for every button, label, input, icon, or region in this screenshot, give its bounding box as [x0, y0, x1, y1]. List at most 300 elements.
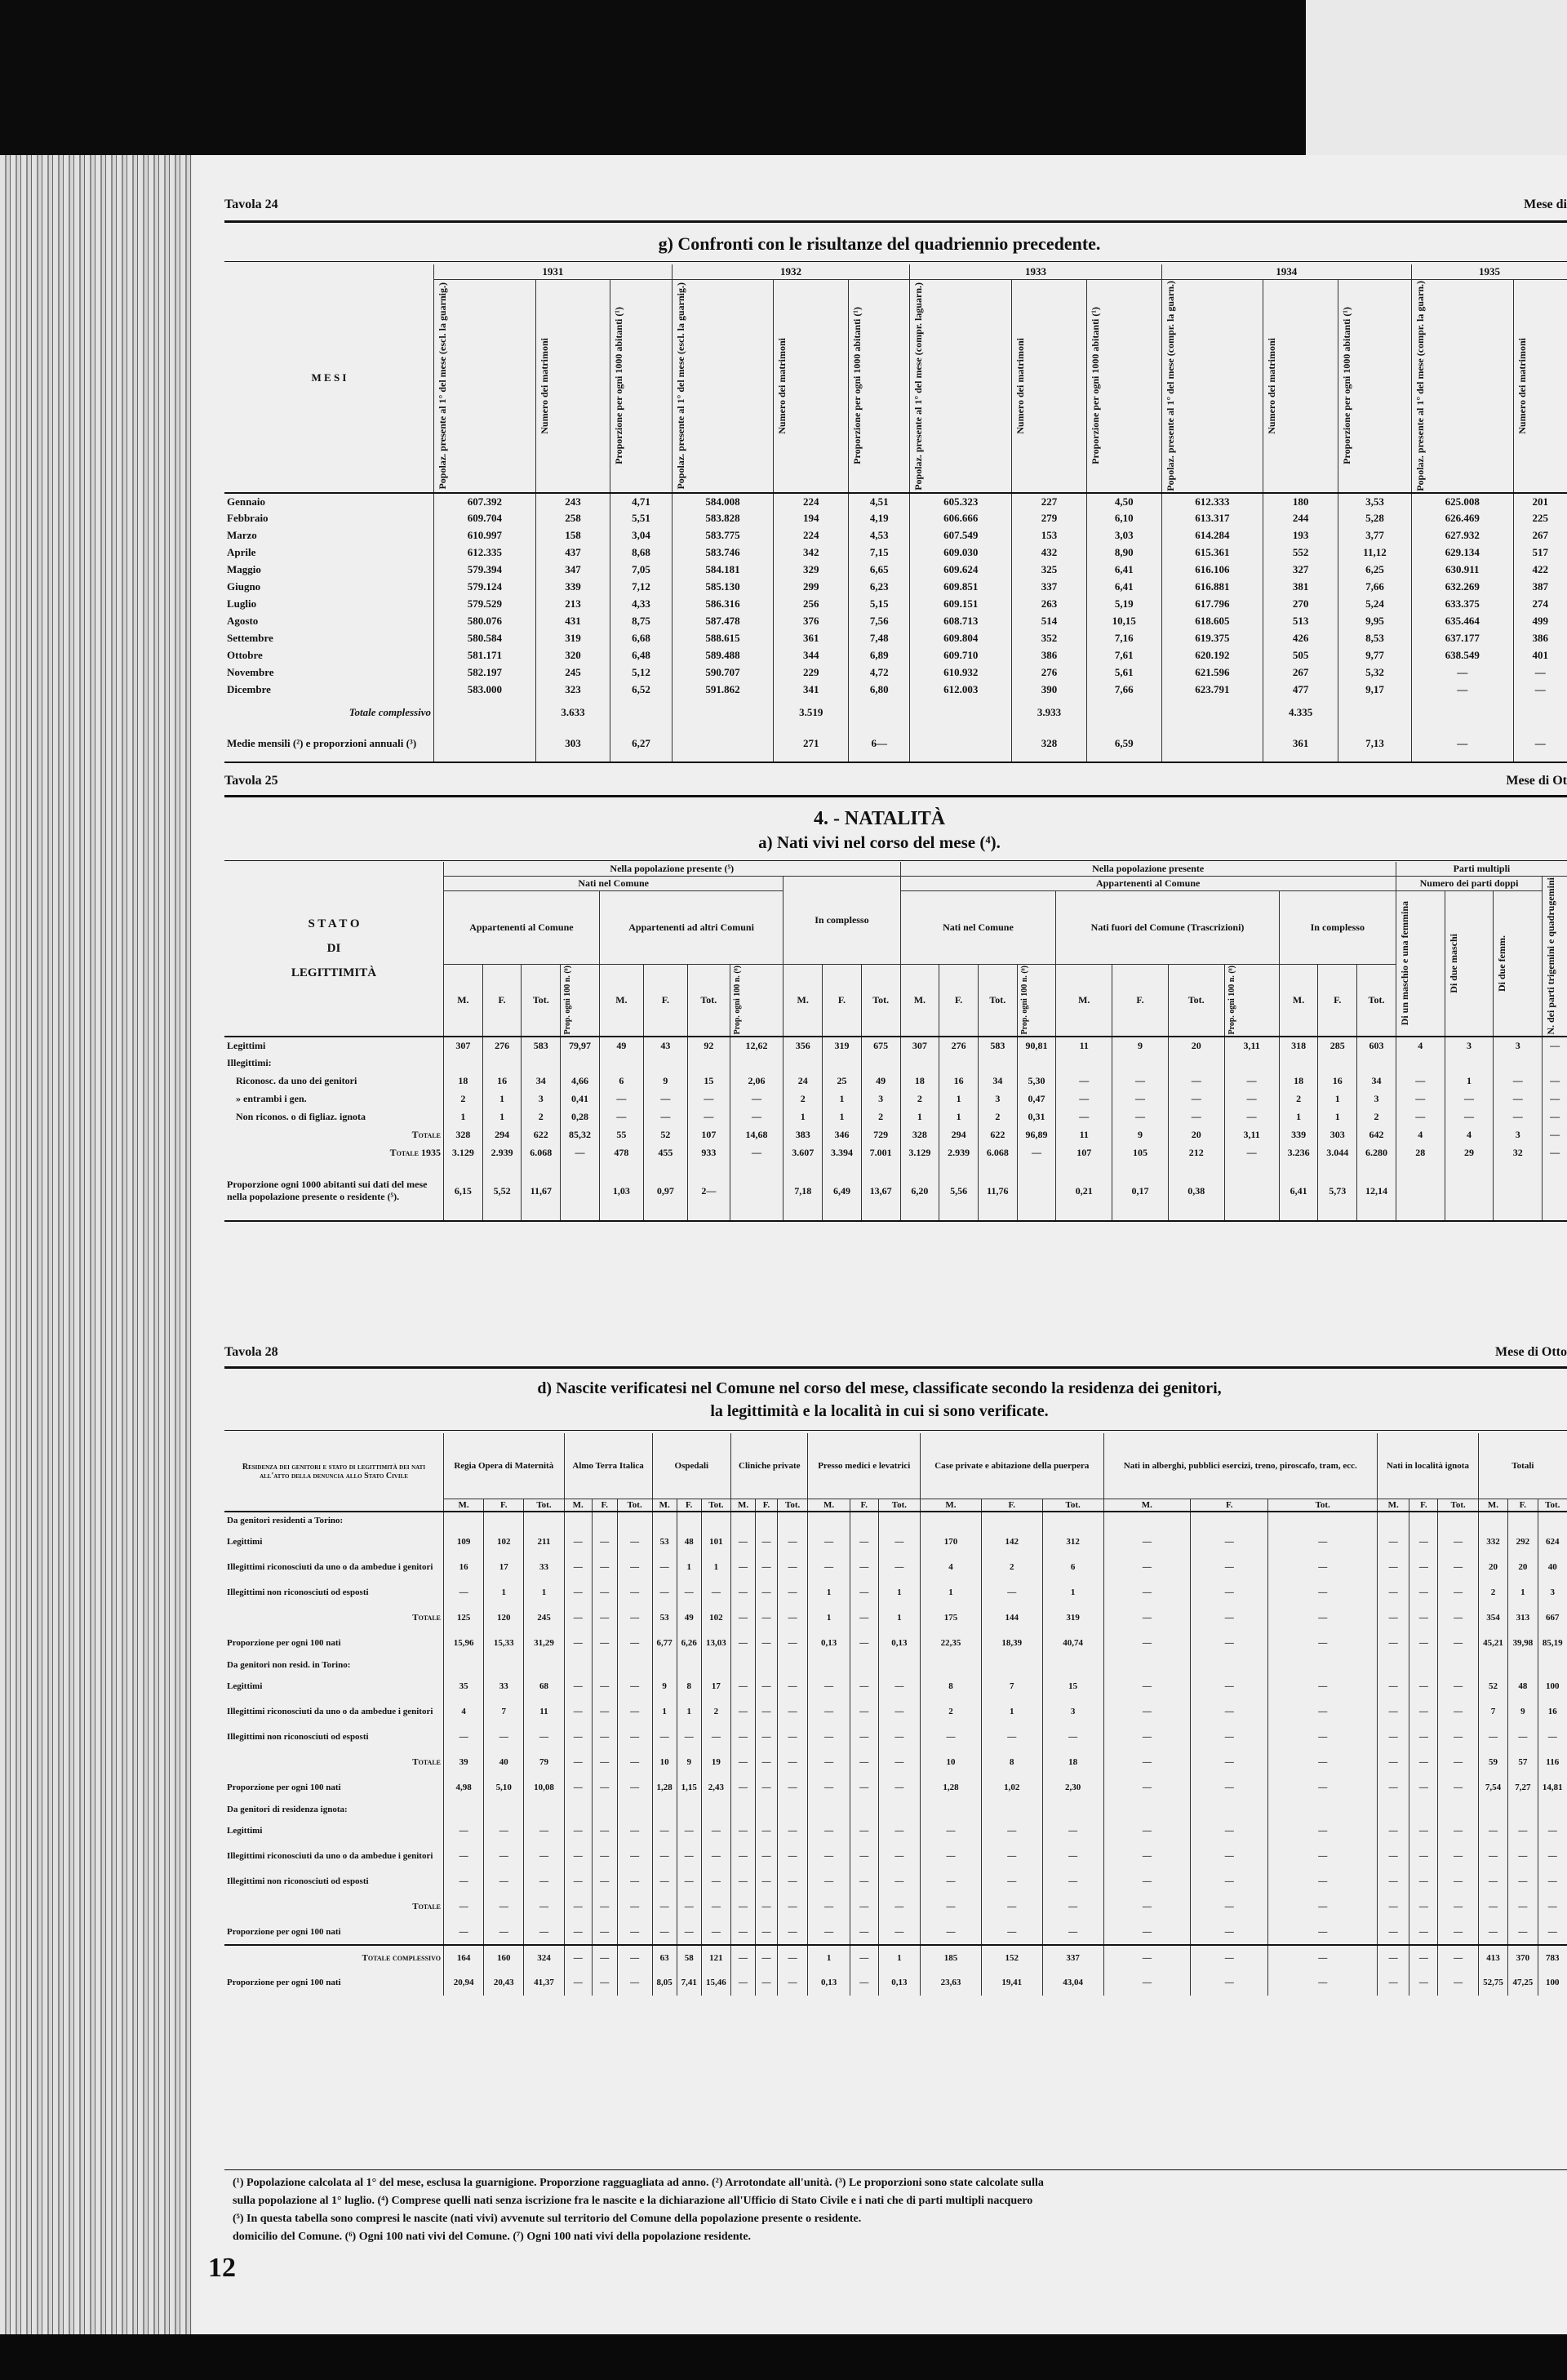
table-cell: 4,53 [849, 527, 910, 544]
table-cell: — [1538, 1725, 1567, 1750]
table-cell: 361 [774, 630, 849, 647]
table-cell: — [850, 1530, 878, 1555]
table-cell: — [808, 1844, 850, 1869]
table-cell: 6,80 [849, 682, 910, 699]
table-cell: — [592, 1920, 617, 1945]
table-cell: 48 [677, 1530, 701, 1555]
table-cell: 6,68 [610, 630, 672, 647]
table-cell: 5,28 [1338, 510, 1411, 527]
table-cell: 20 [1168, 1126, 1224, 1144]
table-cell: — [1103, 1945, 1191, 1970]
tav24-col-mat1934: Numero dei matrimoni [1266, 338, 1278, 434]
table-cell: — [592, 1750, 617, 1775]
table-cell: — [1191, 1605, 1268, 1631]
table-cell: — [808, 1750, 850, 1775]
table-cell: 29 [1445, 1144, 1494, 1162]
table-cell: — [1538, 1894, 1567, 1920]
tav28-rule-2 [224, 1430, 1567, 1431]
table-cell: — [677, 1818, 701, 1844]
table-cell: 245 [535, 664, 610, 682]
table-cell: 622 [522, 1126, 561, 1144]
table-cell: — [1378, 1555, 1409, 1580]
table-cell: 583.775 [672, 527, 774, 544]
table-cell: 422 [1513, 562, 1567, 579]
table-cell: 11,67 [522, 1162, 561, 1221]
table-cell: 2— [687, 1162, 730, 1221]
table-cell: — [981, 1844, 1042, 1869]
table-cell [592, 1801, 617, 1818]
table-cell: — [599, 1090, 643, 1108]
table-cell: 90,81 [1017, 1037, 1056, 1055]
table-cell [910, 699, 1012, 726]
table-cell: 431 [535, 613, 610, 630]
row-label: Illegittimi non riconosciuti od esposti [227, 1587, 369, 1597]
table-cell: — [777, 1945, 808, 1970]
table-cell [592, 1512, 617, 1530]
medie-label: Medie mensili (²) e proporzioni annuali (³) [224, 726, 434, 762]
table-cell: — [1103, 1894, 1191, 1920]
table-cell: 337 [1042, 1945, 1103, 1970]
table-cell: 6,20 [900, 1162, 939, 1221]
table-cell: 3.129 [444, 1144, 483, 1162]
table-cell: — [599, 1108, 643, 1126]
table-cell: 6,77 [652, 1631, 677, 1656]
table-cell: — [564, 1699, 592, 1725]
row-label: Illegittimi riconosciuti da uno o da ambedue i genitori [227, 1707, 433, 1716]
col-m: M. [1378, 1499, 1409, 1512]
table-cell: — [1191, 1750, 1268, 1775]
table-cell: — [677, 1894, 701, 1920]
table-cell: 0,38 [1168, 1162, 1224, 1221]
table-cell: — [777, 1894, 808, 1920]
table-cell: — [777, 1920, 808, 1945]
table-cell: — [1268, 1674, 1378, 1699]
table-cell: — [592, 1580, 617, 1605]
table-cell: — [564, 1605, 592, 1631]
table-row [224, 1605, 1567, 1631]
table-cell: 609.624 [910, 562, 1012, 579]
col-m: M. [900, 965, 939, 1037]
table-cell: — [1378, 1818, 1409, 1844]
table-cell: 18 [1042, 1750, 1103, 1775]
table-cell: — [756, 1945, 778, 1970]
row-label: Proporzione per ogni 100 nati [227, 1926, 341, 1937]
table-cell: — [1538, 1920, 1567, 1945]
table-cell: 612.333 [1161, 493, 1263, 510]
table-cell: 16 [1538, 1699, 1567, 1725]
col-m: M. [1478, 1499, 1507, 1512]
table-cell: 0,13 [878, 1631, 920, 1656]
table-cell: 1 [1445, 1072, 1494, 1090]
tav25-group2-sub: Appartenenti al Comune [900, 877, 1396, 891]
table-cell: — [1494, 1072, 1543, 1090]
table-cell: — [1409, 1750, 1438, 1775]
table-cell: — [652, 1869, 677, 1894]
table-cell: 107 [687, 1126, 730, 1144]
row-label: Illegittimi riconosciuti da uno o da ambedue i genitori [227, 1851, 433, 1861]
table-cell: 109 [444, 1530, 484, 1555]
table-cell: 144 [981, 1605, 1042, 1631]
table-cell: 3 [861, 1090, 900, 1108]
table-cell: 0,47 [1017, 1090, 1056, 1108]
table-cell: 318 [1279, 1037, 1318, 1055]
table-row [224, 596, 1567, 613]
table-cell: 381 [1263, 579, 1338, 596]
tav24-year-1935: 1935 [1411, 264, 1567, 280]
table-cell: — [564, 1631, 592, 1656]
table-cell [484, 1656, 524, 1674]
table-cell: 5,32 [1338, 664, 1411, 682]
table-cell: 40 [1538, 1555, 1567, 1580]
table-row [224, 1775, 1567, 1801]
table-cell: — [652, 1555, 677, 1580]
table-cell: 201 [1513, 493, 1567, 510]
table-cell: — [1268, 1699, 1378, 1725]
tav25-natinel: Nati nel Comune [900, 891, 1056, 965]
table-cell: — [1543, 1072, 1567, 1090]
table-cell: — [731, 1555, 756, 1580]
table-cell: 33 [524, 1555, 564, 1580]
table-cell: 609.710 [910, 647, 1012, 664]
table-cell: 20 [1168, 1037, 1224, 1055]
table-cell: 16 [444, 1555, 484, 1580]
table-cell: — [756, 1818, 778, 1844]
table-cell: 2 [522, 1108, 561, 1126]
table-cell: 193 [1263, 527, 1338, 544]
table-cell: — [1268, 1555, 1378, 1580]
table-cell: 4 [1396, 1126, 1445, 1144]
table-cell: 49 [861, 1072, 900, 1090]
table-cell: — [730, 1108, 784, 1126]
footnote-line: sulla popolazione al 1° luglio. (⁴) Comprese quelli nati senza iscrizione fra le nascite e la dichiarazione all'Ufficio di Stato Civile e i nati che di parti multipli nacquero [233, 2195, 1033, 2207]
table-cell: 15,33 [484, 1631, 524, 1656]
table-cell [921, 1512, 982, 1530]
row-label: Legittimi [227, 1537, 263, 1547]
table-cell [731, 1801, 756, 1818]
table-cell: — [1438, 1945, 1478, 1970]
table-cell: — [592, 1530, 617, 1555]
table-cell: 590.707 [672, 664, 774, 682]
table-row [224, 579, 1567, 596]
table-cell [730, 1055, 784, 1072]
col-prop-label: Prop. ogni 100 n. (⁸) [1019, 966, 1029, 1035]
table-cell [1438, 1656, 1478, 1674]
table-cell: 3 [1357, 1090, 1396, 1108]
table-cell: 591.862 [672, 682, 774, 699]
table-cell: — [1411, 664, 1513, 682]
tav24-col-pop1931: Popolaz. presente al 1° del mese (escl. la guarnig.) [437, 282, 448, 490]
table-row [224, 1512, 1567, 1530]
table-cell: — [1378, 1970, 1409, 1996]
table-cell [564, 1512, 592, 1530]
table-cell: 616.106 [1161, 562, 1263, 579]
table-cell: — [592, 1699, 617, 1725]
table-cell: — [1409, 1605, 1438, 1631]
table-cell: 6,15 [444, 1162, 483, 1221]
table-cell: — [1191, 1725, 1268, 1750]
table-cell: 229 [774, 664, 849, 682]
table-cell: 243 [535, 493, 610, 510]
table-cell: — [808, 1894, 850, 1920]
table-cell: — [731, 1844, 756, 1869]
table-cell: — [444, 1844, 484, 1869]
table-cell [777, 1801, 808, 1818]
table-cell: 5,15 [849, 596, 910, 613]
table-cell: — [878, 1869, 920, 1894]
tav28-body [224, 1512, 1567, 1996]
table-cell: — [652, 1580, 677, 1605]
table-cell: 2 [444, 1090, 483, 1108]
table-cell: 15 [687, 1072, 730, 1090]
table-cell: 256 [774, 596, 849, 613]
table-cell: 9,95 [1338, 613, 1411, 630]
table-cell [808, 1801, 850, 1818]
table-cell: — [731, 1674, 756, 1699]
table-cell: 1,02 [981, 1775, 1042, 1801]
tav25-app: Appartenenti al Comune [444, 891, 600, 965]
table-cell [561, 1162, 600, 1221]
tav25-compl2: In complesso [1279, 891, 1396, 965]
table-cell: 610.932 [910, 664, 1012, 682]
table-cell: — [564, 1530, 592, 1555]
table-cell [784, 1055, 823, 1072]
scan-dark-bottom [0, 2334, 1567, 2380]
table-cell: — [1191, 1844, 1268, 1869]
col-f: F. [643, 965, 687, 1037]
col-m: M. [599, 965, 643, 1037]
table-cell: 610.997 [434, 527, 536, 544]
col-tot: Tot. [1042, 1499, 1103, 1512]
table-cell: 783 [1538, 1945, 1567, 1970]
col-tot: Tot. [1168, 965, 1224, 1037]
table-cell: — [1378, 1725, 1409, 1750]
table-cell: — [617, 1970, 652, 1996]
table-cell: 7 [981, 1674, 1042, 1699]
tav25-fuori: Nati fuori del Comune (Trascrizioni) [1056, 891, 1279, 965]
table-cell: — [617, 1605, 652, 1631]
table-cell: — [921, 1818, 982, 1844]
table-cell: 2 [861, 1108, 900, 1126]
table-cell: 1 [808, 1945, 850, 1970]
table-cell: — [878, 1920, 920, 1945]
table-cell: 294 [939, 1126, 979, 1144]
table-cell: 279 [1012, 510, 1087, 527]
table-cell: 116 [1538, 1750, 1567, 1775]
table-cell: — [1438, 1725, 1478, 1750]
table-cell: 276 [1012, 664, 1087, 682]
month-label: Luglio [227, 597, 257, 611]
table-cell: — [1378, 1844, 1409, 1869]
table-cell [921, 1801, 982, 1818]
book-page-edges [0, 155, 192, 2380]
table-cell: — [731, 1631, 756, 1656]
table-cell: 0,13 [808, 1631, 850, 1656]
medie-prop: 6,27 [610, 726, 672, 762]
tav24-col-prop1933: Proporzione per ogni 1000 abitanti (¹) [1089, 307, 1101, 465]
table-cell: 2 [701, 1699, 730, 1725]
table-cell: 307 [444, 1037, 483, 1055]
table-cell [643, 1055, 687, 1072]
table-cell: 1 [444, 1108, 483, 1126]
table-cell: 258 [535, 510, 610, 527]
tav24-year-1934: 1934 [1161, 264, 1411, 280]
document-page [192, 155, 1567, 2334]
table-cell: 85,19 [1538, 1631, 1567, 1656]
table-cell: 48 [1508, 1674, 1538, 1699]
table-cell: — [1268, 1945, 1378, 1970]
table-cell: 341 [774, 682, 849, 699]
table-cell: 31,29 [524, 1631, 564, 1656]
table-cell: — [1056, 1072, 1112, 1090]
table-row [224, 1750, 1567, 1775]
tav24-mese: Mese di [1524, 198, 1567, 211]
tav24-col-pop1933: Popolaz. presente al 1° del mese (compr. laguarn.) [912, 282, 925, 491]
row-label: Proporzione per ogni 100 nati [227, 1638, 341, 1648]
table-cell: 22,35 [921, 1631, 982, 1656]
col-f: F. [823, 965, 862, 1037]
table-cell: — [878, 1555, 920, 1580]
table-cell: — [756, 1605, 778, 1631]
table-cell: 3,11 [1224, 1037, 1279, 1055]
table-row [224, 1555, 1567, 1580]
tav28-mese: Mese di Otto [1495, 1345, 1567, 1359]
row-label: Totale [412, 1613, 441, 1623]
table-cell: 613.317 [1161, 510, 1263, 527]
table-cell: 79,97 [561, 1037, 600, 1055]
table-cell: 7,56 [849, 613, 910, 630]
tav24-col-mat1935: Numero dei matrimoni [1516, 338, 1528, 434]
table-cell: 18 [444, 1072, 483, 1090]
table-cell: — [756, 1674, 778, 1699]
table-cell: 621.596 [1161, 664, 1263, 682]
table-cell: — [731, 1894, 756, 1920]
col-prop [730, 965, 784, 1037]
table-cell [731, 1512, 756, 1530]
table-cell: 194 [774, 510, 849, 527]
table-cell: 1 [981, 1699, 1042, 1725]
table-cell: 4,98 [444, 1775, 484, 1801]
table-cell: 337 [1012, 579, 1087, 596]
table-cell [561, 1055, 600, 1072]
table-cell: 299 [774, 579, 849, 596]
table-cell: 637.177 [1411, 630, 1513, 647]
table-cell: — [730, 1144, 784, 1162]
table-cell: 34 [522, 1072, 561, 1090]
table-cell: — [731, 1605, 756, 1631]
tav25-multi-col-4: N. dei parti trigemini e quadrugemini [1545, 877, 1557, 1035]
table-cell: 1 [1042, 1580, 1103, 1605]
row-label: Totale [411, 1129, 441, 1141]
table-cell: 623.791 [1161, 682, 1263, 699]
tav24-col-prop1931: Proporzione per ogni 1000 abitanti (¹) [613, 307, 625, 465]
table-cell [777, 1512, 808, 1530]
table-cell [652, 1656, 677, 1674]
table-cell: 185 [921, 1945, 982, 1970]
month-label: Febbraio [227, 512, 269, 525]
table-cell: — [1268, 1725, 1378, 1750]
table-cell: 7 [484, 1699, 524, 1725]
table-cell: — [617, 1530, 652, 1555]
table-cell: 4,19 [849, 510, 910, 527]
table-cell: 4 [444, 1699, 484, 1725]
month-label: Gennaio [227, 495, 265, 508]
table-cell: 609.704 [434, 510, 536, 527]
table-cell: 6,89 [849, 647, 910, 664]
table-cell: 2,06 [730, 1072, 784, 1090]
tav25-stato-header [224, 862, 444, 1037]
col-group-0: Regia Opera di Maternità [444, 1433, 565, 1499]
table-cell: 92 [687, 1037, 730, 1055]
row-label: Illegittimi non riconosciuti od esposti [227, 1732, 369, 1742]
table-cell: 332 [1478, 1530, 1507, 1555]
table-cell [1538, 1801, 1567, 1818]
table-row [224, 1580, 1567, 1605]
row-label: Riconosc. da uno dei genitori [236, 1075, 357, 1087]
table-row [224, 682, 1567, 699]
table-cell [1161, 726, 1263, 762]
col-m: M. [808, 1499, 850, 1512]
table-cell: 505 [1263, 647, 1338, 664]
table-cell: 626.469 [1411, 510, 1513, 527]
footnotes [233, 2174, 1567, 2246]
table-cell: — [1378, 1775, 1409, 1801]
table-cell [1538, 1656, 1567, 1674]
table-cell: — [756, 1869, 778, 1894]
table-cell: 8 [981, 1750, 1042, 1775]
table-cell: — [730, 1090, 784, 1108]
table-cell [1513, 699, 1567, 726]
table-cell: — [1438, 1970, 1478, 1996]
table-cell: — [524, 1725, 564, 1750]
table-cell: 9 [1112, 1037, 1169, 1055]
table-cell: 18,39 [981, 1631, 1042, 1656]
table-cell [1409, 1512, 1438, 1530]
table-cell: 6,10 [1086, 510, 1161, 527]
tav25-stato-l1: S T A T O [308, 917, 360, 931]
table-cell: 2.939 [482, 1144, 522, 1162]
table-cell [808, 1512, 850, 1530]
table-row [224, 1072, 1567, 1090]
table-cell: 1 [701, 1555, 730, 1580]
table-cell: 7,16 [1086, 630, 1161, 647]
tav24-col-pop1934: Popolaz. presente al 1° del mese (compr. la guarn.) [1164, 281, 1176, 491]
table-cell: — [878, 1699, 920, 1725]
table-cell: — [1445, 1108, 1494, 1126]
table-cell: 582.197 [434, 664, 536, 682]
table-cell: — [1438, 1818, 1478, 1844]
table-cell: — [592, 1674, 617, 1699]
table-cell: 615.361 [1161, 544, 1263, 562]
table-cell [1438, 1512, 1478, 1530]
table-cell: 7,54 [1478, 1775, 1507, 1801]
row-label: Da genitori di residenza ignota: [227, 1804, 348, 1814]
table-cell: 0,28 [561, 1108, 600, 1126]
table-cell: 15,96 [444, 1631, 484, 1656]
row-label: Illegittimi non riconosciuti od esposti [227, 1876, 369, 1886]
table-row [224, 527, 1567, 544]
table-cell: 622 [978, 1126, 1017, 1144]
table-cell: — [1191, 1775, 1268, 1801]
table-cell: — [731, 1945, 756, 1970]
table-cell: — [850, 1750, 878, 1775]
table-row [224, 493, 1567, 510]
table-cell: — [731, 1750, 756, 1775]
tav24-title: g) Confronti con le risultanze del quadriennio precedente. [658, 233, 1101, 254]
table-cell: 244 [1263, 510, 1338, 527]
col-tot: Tot. [1538, 1499, 1567, 1512]
col-f: F. [756, 1499, 778, 1512]
table-cell: 3,04 [610, 527, 672, 544]
